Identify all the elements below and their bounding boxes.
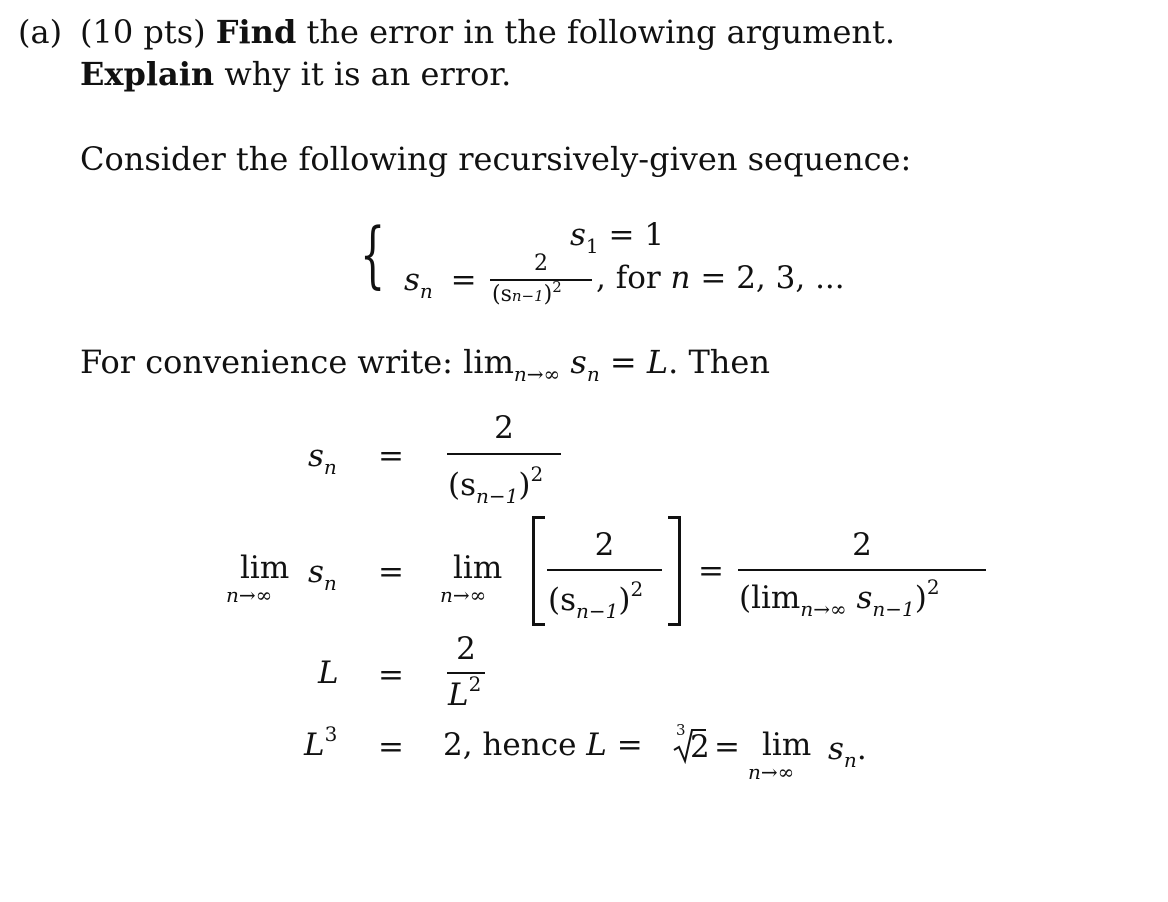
intro-sentence: Consider the following recursively-given sequence: bbox=[80, 140, 912, 178]
system-for-clause: , for n = 2, 3, ... bbox=[596, 260, 845, 296]
row4-lim-sub: n→∞ bbox=[748, 760, 795, 784]
row2-lhs-s: $s_n$ bbox=[308, 554, 337, 595]
row3-denominator: $L^2$ bbox=[448, 672, 482, 713]
explain-instruction: why it is an error. bbox=[224, 55, 512, 93]
explain-keyword: Explain bbox=[80, 55, 215, 93]
row4-rhs: 2, hence L = bbox=[443, 727, 643, 763]
row2-inner-numerator: 2 bbox=[594, 527, 615, 563]
row2-inner-frac-bar bbox=[547, 569, 662, 571]
row3-equals: = bbox=[378, 657, 404, 693]
row4-equals3: = bbox=[714, 729, 740, 765]
row1-equals: = bbox=[378, 438, 404, 474]
row2-lim: lim bbox=[240, 550, 290, 586]
find-keyword: Find bbox=[215, 13, 297, 51]
left-brace: { bbox=[360, 212, 386, 296]
row4-lim: lim bbox=[762, 727, 812, 763]
system-frac-denominator: $(sn-1)^2$ bbox=[492, 278, 562, 307]
system-frac-numerator: 2 bbox=[534, 251, 548, 276]
row2-left-bracket bbox=[532, 516, 545, 626]
convenience-line: For convenience write: $\lim_{n\to\infty} s_n = L$. Then bbox=[80, 343, 770, 386]
part-label: (a) bbox=[18, 13, 63, 51]
question-heading-line1 bbox=[80, 13, 896, 51]
row2-lim-sub: n→∞ bbox=[226, 583, 273, 607]
system-line1: $s_1 = 1$ bbox=[570, 217, 665, 258]
system-frac-bar bbox=[490, 279, 592, 281]
row2-rhs-numerator: 2 bbox=[852, 527, 872, 563]
row2-rhs-denominator: ($\lim_{n\to\infty}$ $s_{n-1})^2$ bbox=[739, 575, 940, 621]
points-label: (10 pts) bbox=[80, 13, 206, 51]
row4-lhs: $L^3$ bbox=[304, 722, 338, 763]
row4-s: $s_n$. bbox=[828, 731, 867, 772]
row3-lhs: L bbox=[318, 655, 339, 691]
row2-inner-denominator: $(s_{n-1})^2$ bbox=[548, 577, 644, 623]
row3-numerator: 2 bbox=[456, 631, 476, 667]
row1-frac-bar bbox=[447, 453, 561, 455]
row1-numerator: 2 bbox=[494, 410, 514, 446]
row2-right-bracket bbox=[668, 516, 681, 626]
row2-equals2: = bbox=[698, 553, 724, 589]
row2-mid-lim: lim bbox=[453, 550, 503, 586]
row4-root-index: 3 bbox=[676, 721, 686, 739]
question-heading-line2 bbox=[80, 55, 512, 93]
find-instruction: the error in the following argument. bbox=[306, 13, 896, 51]
row2-equals: = bbox=[378, 554, 404, 590]
row1-denominator: $(s_{n-1})^2$ bbox=[448, 462, 544, 508]
row4-radicand: 2 bbox=[690, 729, 710, 765]
row1-lhs: $s_n$ bbox=[308, 438, 337, 479]
row2-mid-lim-sub: n→∞ bbox=[440, 583, 487, 607]
row4-equals: = bbox=[378, 729, 404, 765]
system-line2-lhs: $s_n$ = bbox=[404, 262, 477, 303]
row2-rhs-frac-bar bbox=[738, 569, 986, 571]
